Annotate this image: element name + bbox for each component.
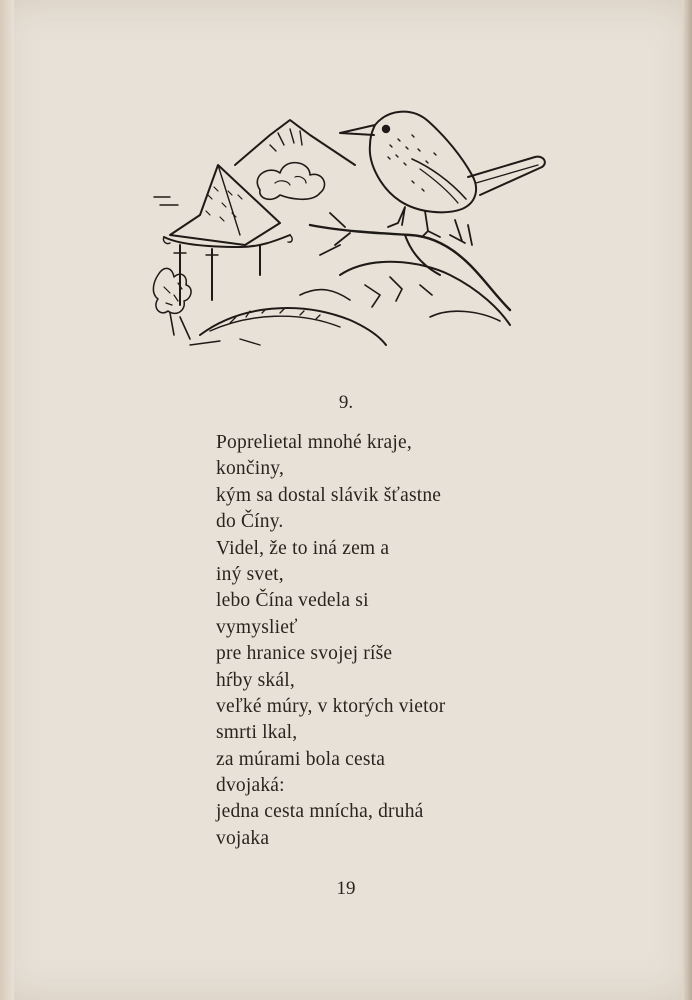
poem-line: veľké múry, v ktorých vietor: [216, 695, 446, 717]
section-number: 9.: [338, 392, 354, 413]
poem-line: kým sa dostal slávik šťastne: [216, 484, 442, 506]
poem-line: Videl, že to iná zem a: [216, 537, 390, 559]
page-number: 19: [336, 878, 356, 899]
poem-line: jedna cesta mnícha, druhá: [216, 801, 424, 823]
page-gutter-shadow: [0, 0, 14, 1000]
poem-line: Poprelietal mnohé kraje,: [216, 432, 412, 453]
poem-line: končiny,: [216, 458, 285, 480]
page-edge: [682, 0, 692, 1000]
poem-line: za múrami bola cesta: [216, 748, 386, 770]
bird-on-branch-with-pagoda-and-mountain-icon: [150, 95, 550, 355]
poem-line: pre hranice svojej ríše: [216, 643, 393, 665]
poem-line: lebo Čína vedela si: [216, 590, 369, 612]
poem-line: hŕby skál,: [216, 669, 295, 691]
poem-line: vojaka: [216, 827, 270, 849]
poem-text: [216, 430, 445, 852]
poem-line: vymyslieť: [216, 616, 298, 638]
poem-line: do Číny.: [216, 511, 284, 533]
poem-line: iný svet,: [216, 563, 284, 585]
poem-line: smrti lkal,: [216, 722, 298, 744]
poem-line: dvojaká:: [216, 775, 285, 797]
